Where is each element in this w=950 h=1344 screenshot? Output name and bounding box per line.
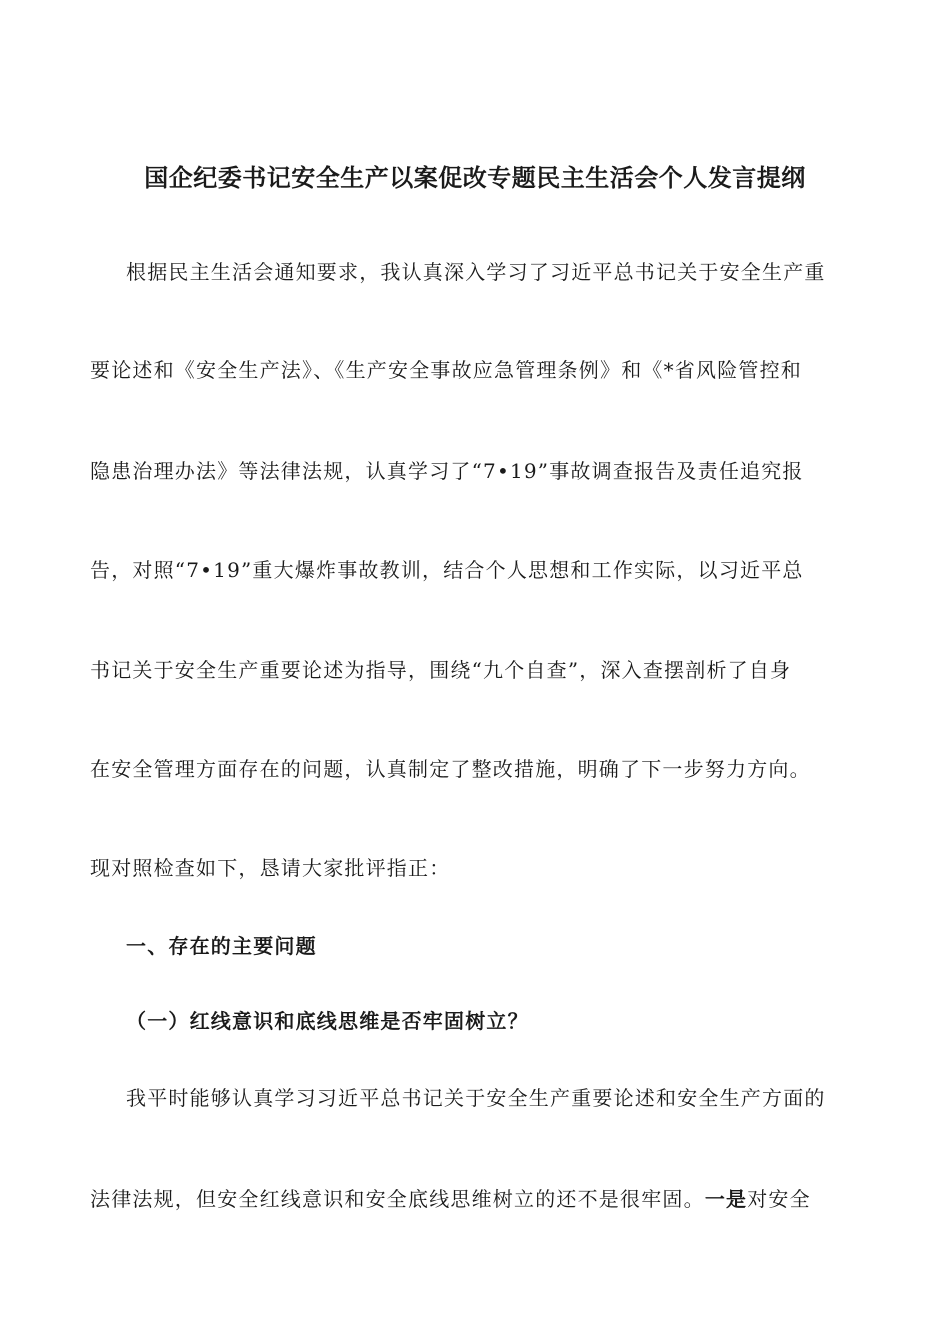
section-heading-1: 一、存在的主要问题 bbox=[126, 934, 317, 958]
intro-line-5: 书记关于安全生产重要论述为指导，围绕“九个自查”，深入查摆剖析了自身 bbox=[90, 658, 792, 682]
intro-line-4: 告，对照“7•19”重大爆炸事故教训，结合个人思想和工作实际，以习近平总 bbox=[90, 558, 804, 582]
intro-line-6: 在安全管理方面存在的问题，认真制定了整改措施，明确了下一步努力方向。 bbox=[90, 757, 811, 781]
intro-line-1: 根据民主生活会通知要求，我认真深入学习了习近平总书记关于安全生产重 bbox=[126, 260, 826, 284]
body-line-2-tail: 对安全 bbox=[747, 1187, 811, 1211]
document-title: 国企纪委书记安全生产以案促改专题民主生活会个人发言提纲 bbox=[144, 163, 806, 192]
body-line-2-bold: 一是 bbox=[704, 1187, 748, 1211]
intro-line-2: 要论述和《安全生产法》、《生产安全事故应急管理条例》和《*省风险管控和 bbox=[90, 358, 802, 382]
intro-line-7: 现对照检查如下，恳请大家批评指正： bbox=[90, 856, 451, 880]
intro-line-3: 隐患治理办法》等法律法规，认真学习了“7•19”事故调查报告及责任追究报 bbox=[90, 459, 804, 483]
body-line-2-text: 法律法规，但安全红线意识和安全底线思维树立的还不是很牢固。 bbox=[90, 1187, 705, 1211]
subsection-heading-1: （一）红线意识和底线思维是否牢固树立？ bbox=[126, 1009, 529, 1033]
body-line-1: 我平时能够认真学习习近平总书记关于安全生产重要论述和安全生产方面的 bbox=[126, 1086, 826, 1110]
body-line-2 bbox=[90, 1183, 811, 1212]
